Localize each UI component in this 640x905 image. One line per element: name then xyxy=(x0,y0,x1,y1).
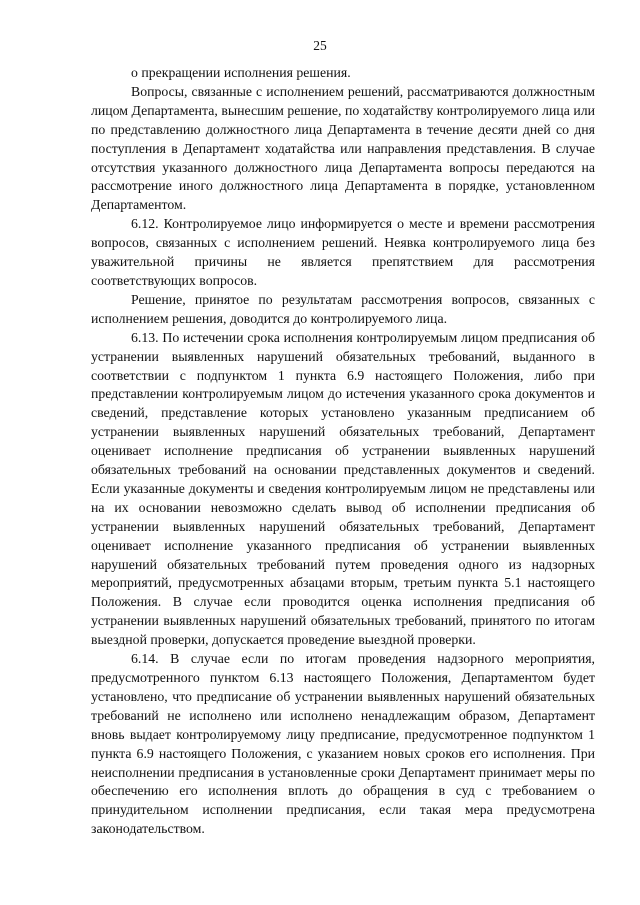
page-number: 25 xyxy=(313,38,327,53)
paragraph: 6.13. По истечении срока исполнения контролируемым лицом предписания об устранении выявленных нарушений обязательных требований, выданного в соответствии с подпунктом 1 пункта 6.9 настоящего Положения, либо при представлении контролируемым лицом до истечения указанного срока документов и сведений, представление которых установлено указанным предписанием об устранении выявленных нарушений обязательных требований, Департамент оценивает исполнение предписания об устранении выявленных нарушений обязательных требований на основании представленных документов и сведений. Если указанные документы и сведения контролируемым лицом не представлены или на их основании невозможно сделать вывод об исполнении предписания об устранении выявленных нарушений обязательных требований, Департамент оценивает исполнение указанного предписания об устранении выявленных нарушений обязательных требований путем проведения одного из надзорных мероприятий, предусмотренных абзацами вторым, третьим пункта 5.1 настоящего Положения. В случае если проводится оценка исполнения предписания об устранении выявленных нарушений обязательных требований, принятого по итогам выездной проверки, допускается проведение выездной проверки. xyxy=(91,329,595,648)
document-body xyxy=(91,64,595,839)
paragraph: Вопросы, связанные с исполнением решений, рассматриваются должностным лицом Департамента, вынесшим решение, по ходатайству контролируемого лица или по представлению должностного лица Департамента в течение десяти дней со дня поступления в Департамент ходатайства или направления представления. В случае отсутствия указанного должностного лица Департамента вопросы передаются на рассмотрение иного должностного лица Департамента в порядке, установленном Департаментом. xyxy=(91,83,595,213)
paragraph: 6.12. Контролируемое лицо информируется о месте и времени рассмотрения вопросов, связанных с исполнением решений. Неявка контролируемого лица без уважительной причины не является препятствием для рассмотрения соответствующих вопросов. xyxy=(91,216,595,288)
paragraph: о прекращении исполнения решения. xyxy=(131,65,351,80)
paragraph: 6.14. В случае если по итогам проведения надзорного мероприятия, предусмотренного пунктом 6.13 настоящего Положения, Департаментом будет установлено, что предписание об устранении выявленных нарушений обязательных требований не исполнено или исполнено ненадлежащим образом, Департамент вновь выдает контролируемому лицу предписание, предусмотренное подпунктом 1 пункта 6.9 настоящего Положения, с указанием новых сроков его исполнения. При неисполнении предписания в установленные сроки Департамент принимает меры по обеспечению его исполнения вплоть до обращения в суд с требованием о принудительном исполнении предписания, если такая мера предусмотрена законодательством. xyxy=(91,651,595,837)
paragraph: Решение, принятое по результатам рассмотрения вопросов, связанных с исполнением решения, доводится до контролируемого лица. xyxy=(91,291,595,326)
